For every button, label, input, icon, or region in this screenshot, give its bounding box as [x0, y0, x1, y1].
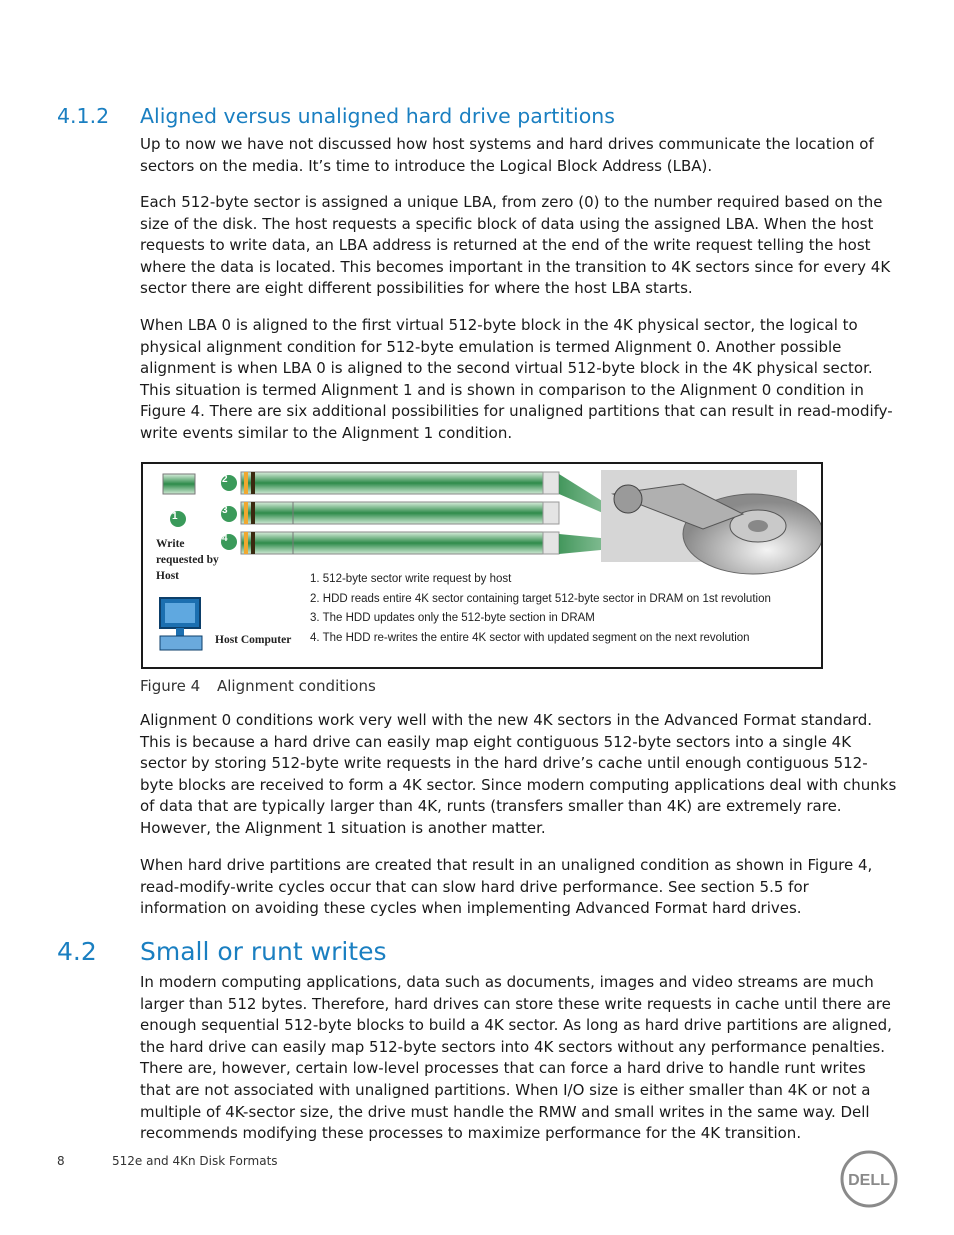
figure-caption-text: Alignment conditions — [217, 677, 376, 695]
write-requested-label: Write requested by Host — [156, 538, 219, 582]
hard-drive-image — [601, 470, 821, 574]
paragraph: Each 512-byte sector is assigned a unique LBA, from zero (0) to the number required based on the size of the disk. The host requests a specific block of data using the assigned LBA. When the host requests to write data, an LBA address is returned at the end of the write request telling the host where the data is located. This becomes important in the transition to 4K sectors since for every 4K sector there are eight different possibilities for where the host LBA starts. — [140, 193, 891, 298]
paragraph: Alignment 0 conditions work very well with the new 4K sectors in the Advanced Format standard. This is because a hard drive can easily map eight contiguous 512-byte sectors into a single 4K sector by storing 512-byte write requests in the hard drive’s cache until enough contiguous 512-byte blocks are received to form a 4K sector. Since modern computing applications deal with chunks of data that are typically larger than 4K, runts (transfers smaller than 4K) are extremely rare. However, the Alignment 1 situation is another matter. — [140, 711, 897, 837]
footer-doc-title: 512e and 4Kn Disk Formats — [112, 1154, 278, 1168]
paragraph: In modern computing applications, data such as documents, images and video streams are much larger than 512 bytes. Therefore, hard drives can store these write requests in cache until there are enough sequential 512-byte blocks to build a 4K sector. As long as hard drive partitions are aligned, the hard drive can easily map 512-byte sectors into 4K sectors without any performance penalties. There are, however, certain low-level processes that can force a hard drive to handle runt writes that are not associated with unaligned partitions. When I/O size is either smaller than 4K or not a multiple of 4K-sector size, the drive must handle the RMW and small writes in the same way. Dell recommends modifying these processes to maximize performance for the 4K transition. — [140, 973, 892, 1143]
sector-bar-2 — [241, 472, 559, 494]
svg-text:DELL: DELL — [848, 1172, 890, 1189]
paragraph: When hard drive partitions are created that result in an unaligned condition as shown in Figure 4, read-modify-write cycles occur that can slow hard drive performance. See section 5.5 for information on avoiding these cycles when implementing Advanced Format hard drives. — [140, 856, 873, 918]
page-number: 8 — [57, 1154, 65, 1168]
step-3-number: 3 — [222, 505, 228, 516]
paragraph: Up to now we have not discussed how host systems and hard drives communicate the location of sectors on the media. It’s time to introduce the Logical Block Address (LBA). — [140, 135, 874, 175]
step-4-number: 4 — [222, 533, 228, 544]
section-heading-4-1-2 — [57, 104, 615, 128]
paragraph: When LBA 0 is aligned to the first virtual 512-byte block in the 4K physical sector, the logical to physical alignment condition for 512-byte emulation is termed Alignment 0. Another possible alignment is when LBA 0 is aligned to the second virtual 512-byte block in the 4K physical sector. This situation is termed Alignment 1 and is shown in comparison to the Alignment 0 condition in Figure 4. There are six additional possibilities for unaligned partitions that can result in read-modify-write events similar to the Alignment 1 condition. — [140, 316, 893, 442]
single-sector-bar — [163, 474, 195, 494]
sector-bar-3 — [241, 502, 559, 524]
section-title: Small or runt writes — [140, 937, 387, 966]
figure-step-1: 1. 512-byte sector write request by host — [310, 573, 512, 585]
figure-caption — [140, 677, 376, 695]
section-title: Aligned versus unaligned hard drive partitions — [140, 104, 615, 128]
figure-step-3: 3. The HDD updates only the 512-byte section in DRAM — [310, 612, 595, 624]
host-computer-label: Host Computer — [215, 634, 292, 646]
figure-alignment-conditions — [141, 462, 823, 669]
section-number: 4.2 — [57, 937, 97, 966]
figure-step-2: 2. HDD reads entire 4K sector containing target 512-byte sector in DRAM on 1st revolution — [310, 593, 771, 605]
sector-bar-4 — [241, 532, 559, 554]
figure-step-4: 4. The HDD re-writes the entire 4K sector with updated segment on the next revolution — [310, 632, 750, 644]
step-1-number: 1 — [172, 511, 178, 522]
dell-logo — [840, 1150, 898, 1208]
section-heading-4-2 — [57, 937, 387, 966]
figure-caption-label: Figure 4 — [140, 677, 201, 695]
section-number: 4.1.2 — [57, 104, 110, 128]
host-computer-icon — [160, 598, 202, 650]
step-2-number: 2 — [222, 474, 228, 485]
